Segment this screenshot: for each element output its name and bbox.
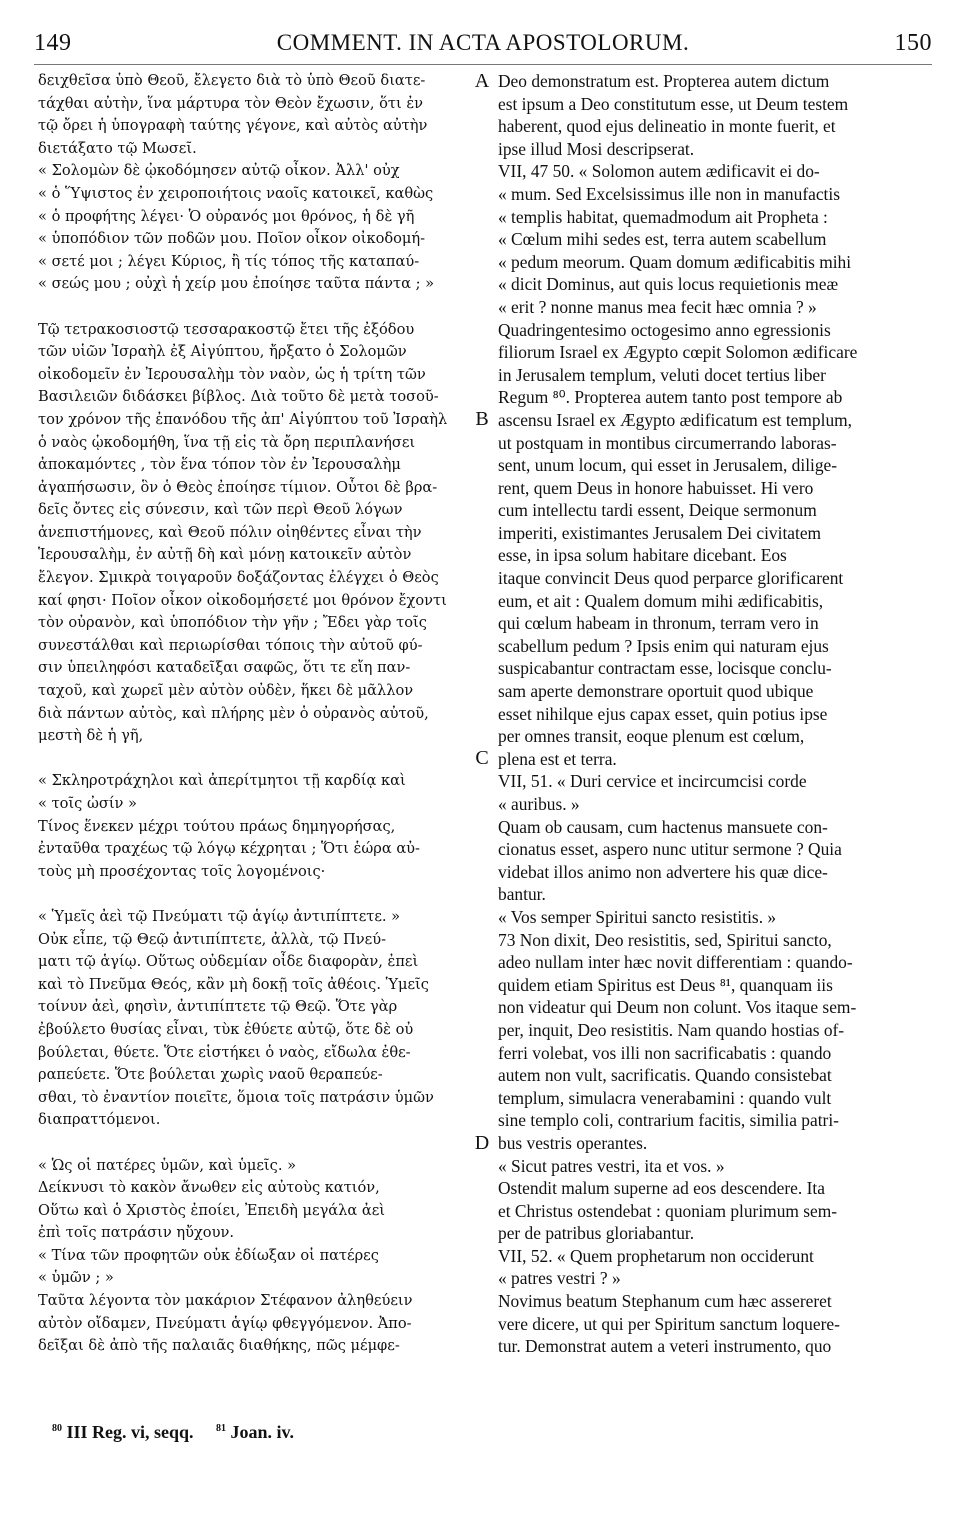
greek-text-line: ἀνεπιστήμονες, καὶ Θεοῦ πόλιν οἰηθέντες εἶναι τὴν	[38, 523, 422, 541]
latin-text-line: ipse illud Mosi descripserat.	[498, 138, 695, 159]
footnotes	[52, 1422, 312, 1443]
latin-text-line: « Vos semper Spiritui sancto resistitis. »	[498, 906, 777, 927]
header-rule	[34, 64, 932, 65]
latin-text-line: cionatus esset, aspero nunc utitur sermone ? Quia	[498, 839, 842, 860]
greek-text-line: « ὁ Ὕψιστος ἐν χειροποιήτοις ναοῖς κατοικεῖ, καθὼς	[38, 184, 434, 202]
latin-text-line: ascensu Israel ex Ægypto ædificatum est templum,	[498, 409, 853, 430]
blank-line	[38, 296, 478, 319]
latin-text-line: « templis habitat, quemadmodum ait Propheta :	[498, 206, 828, 227]
greek-text-line: ἀγαπήσωσιν, ὃν ὁ Θεὸς ἐποίησε τίμιον. Οὗτοι δὲ βρα-	[38, 478, 438, 496]
running-header	[34, 30, 932, 64]
latin-text-line: itaque convincit Deus quod perparce glorificarent	[498, 568, 844, 589]
greek-text-line: Βασιλειῶν διδάσκει βίβλος. Διὰ τοῦτο δὲ μετὰ τοσοῦ-	[38, 388, 439, 406]
latin-text-line: et Christus ostendebat : quoniam plurimum sem-	[498, 1200, 838, 1221]
greek-text-line: Οὕτω καὶ ὁ Χριστὸς ἐποίει, Ἐπειδὴ μεγάλα ἀεὶ	[38, 1201, 386, 1219]
greek-text-line: τοὺς μὴ προσέχοντας τοῖς λογομένοις·	[38, 862, 326, 880]
latin-text-line: suspicabantur contractam esse, locisque conclu-	[498, 658, 832, 679]
latin-text-line: haberent, quod ejus delineatio in monte fuerit, et	[498, 116, 836, 137]
greek-text-line: « Σκληροτράχηλοι καὶ ἀπερίτμητοι τῇ καρδίᾳ καὶ	[38, 772, 406, 790]
greek-text-line: Δείκνυσι τὸ κακὸν ἄνωθεν εἰς αὐτοὺς κατιόν,	[38, 1179, 380, 1197]
greek-text-line: δειχθεῖσα ὑπὸ Θεοῦ, ἔλεγετο διὰ τὸ ὑπὸ Θεοῦ διατε-	[38, 72, 426, 89]
greek-text-line: ἀποκαμόντες , τὸν ἕνα τόπον τὸν ἐν Ἰερουσαλὴμ	[38, 456, 401, 474]
greek-text-line: τὸν οὐρανὸν, καὶ ὑποπόδιον τὴν γῆν ; Ἔδει γὰρ τοῖς	[38, 614, 427, 632]
latin-text-line: cum intellectu tardi essent, Deique sermonum	[498, 500, 817, 521]
latin-text-line: ut postquam in montibus circumerrando laboras-	[498, 432, 837, 453]
greek-text-line: « ὁ προφήτης λέγει· Ὁ οὐρανός μοι θρόνος, ἡ δὲ γῆ	[38, 207, 415, 225]
latin-text-line: vere dicere, ut qui per Spiritum sanctum loquere-	[498, 1313, 840, 1334]
latin-text-line: autem non vult, sacrificatis. Quando consistebat	[498, 1065, 832, 1086]
greek-text-line: « σεώς μου ; οὐχὶ ἡ χείρ μου ἐποίησε ταῦτα πάντα ; »	[38, 275, 435, 293]
greek-text-line: Τίνος ἕνεκεν μέχρι τούτου πράως δημηγορήσας,	[38, 817, 396, 835]
latin-text-line: Deo demonstratum est. Propterea autem dictum	[498, 71, 830, 91]
latin-text-line: imperiti, existimantes Jerusalem Dei civitatem	[498, 522, 822, 543]
greek-text-line: ἐπὶ τοῖς πατράσιν ηὔχουν.	[38, 1224, 234, 1242]
greek-text-line: διὰ πάντων αὐτὸς, καὶ πλήρης μὲν ὁ οὐρανὸς αὐτοῦ,	[38, 704, 429, 722]
greek-text-line: καὶ τὸ Πνεῦμα Θεός, κἂν μὴ δοκῇ τοῖς ἀθέοις. Ὑμεῖς	[38, 975, 429, 993]
greek-text-line: « Ὑμεῖς ἀεὶ τῷ Πνεύματι τῷ ἁγίῳ ἀντιπίπτετε. »	[38, 907, 401, 925]
marker-b: B	[475, 408, 489, 430]
greek-text-line: ἐνταῦθα τραχέως τῷ λόγῳ κέχρηται ; Ὅτι ἑώρα αὐ-	[38, 840, 420, 858]
greek-text-line: τον χρόνον τῆς ἐπανόδου τῆς ἀπ' Αἰγύπτου τοῦ Ἰσραὴλ	[38, 410, 448, 428]
latin-text-line: Quadringentesimo octogesimo anno egressionis	[498, 319, 831, 340]
latin-text-line: ferri volebat, vos illi non sacrificabatis : quando	[498, 1042, 832, 1063]
latin-text-line: Regum ⁸⁰. Propterea autem tanto post tempore ab	[498, 387, 843, 408]
greek-text-line: οἰκοδομεῖν ἐν Ἰερουσαλὴμ τὸν ναὸν, ὡς ἡ τρίτη τῶν	[38, 365, 426, 383]
greek-text-line: τοίνυν ἀεὶ, φησὶν, ἀντιπίπτετε τῷ Θεῷ. Ὅτε γὰρ	[38, 998, 398, 1016]
latin-text-line: Ostendit malum superne ad eos descendere. Ita	[498, 1178, 825, 1199]
latin-text-line: sent, unum locum, qui esset in Jerusalem, dilige-	[498, 455, 838, 476]
greek-text-line: δεῖς ὄντες εἰς σύνεσιν, καὶ τῶν περὶ Θεοῦ λόγων	[38, 501, 403, 519]
greek-text-line: βούλεται, θύετε. Ὅτε εἱστήκει ὁ ναὸς, εἴδωλα ἐθε-	[38, 1043, 411, 1061]
latin-text-line: videbat illos animo non advertere his quæ dice-	[498, 861, 828, 882]
greek-text-line: « Τίνα τῶν προφητῶν οὐκ ἐδίωξαν οἱ πατέρες	[38, 1246, 379, 1264]
latin-text-line: « auribus. »	[498, 794, 580, 814]
footnote-80: $^{80}$ III Reg. vi, seqq.	[52, 1422, 194, 1442]
latin-text-line: plena est et terra.	[498, 748, 617, 769]
greek-text-line: καί φησι· Ποῖον οἶκον οἰκοδομήσετέ μοι θρόνον ἔχοντι	[38, 591, 447, 609]
greek-text-line: « ὑμῶν ; »	[38, 1269, 114, 1287]
blank-line	[38, 1132, 478, 1155]
greek-text-line: μεστὴ δὲ ἡ γῆ,	[38, 727, 144, 745]
page-number-left: 149	[34, 30, 72, 56]
page-number-right: 150	[894, 30, 932, 56]
greek-text-line: αὐτὸν οἴδαμεν, Πνεύματι ἁγίῳ φθεγγόμενον. Ἀπο-	[38, 1314, 412, 1332]
greek-text-line: ραπεύετε. Ὅτε βούλεται χωρὶς ναοῦ θεραπεύε-	[38, 1066, 383, 1084]
latin-text-line: esse, in ipsa solum habitare dicebant. Eos	[498, 545, 787, 566]
latin-text-line: sam aperte demonstrare oportuit quod ubique	[498, 681, 814, 702]
latin-text-line: bantur.	[498, 884, 546, 905]
latin-text-line: scabellum pedum ? Ipsis enim qui naturam ejus	[498, 635, 829, 656]
latin-text-line: « pedum meorum. Quam domum ædificabitis mihi	[498, 251, 852, 272]
latin-text-line: « patres vestri ? »	[498, 1268, 621, 1289]
greek-text-line: Ἱερουσαλὴμ, ἐν αὐτῇ δὴ καὶ μόνῃ κατοικεῖν αὐτὸν	[38, 546, 412, 564]
greek-text-line: « σετέ μοι ; λέγει Κύριος, ἢ τίς τόπος τῆς καταπαύ-	[38, 252, 420, 270]
greek-text-line: διετάξατο τῷ Μωσεῖ.	[38, 139, 197, 157]
greek-text-line: τάχθαι αὐτὴν, ἵνα μάρτυρα τὸν Θεὸν ἔχωσιν, ὅτι ἐν	[38, 94, 424, 112]
greek-text-line: « τοῖς ὠσίν »	[38, 795, 137, 812]
latin-text-line: per de patribus gloriabantur.	[498, 1223, 695, 1244]
greek-text-line: σιν ὑπειληφόσι καταδεῖξαι σαφῶς, ὅτι τε εἴη παν-	[38, 659, 411, 677]
latin-text-line: 73 Non dixit, Deo resistitis, sed, Spiritui sancto,	[498, 929, 832, 950]
latin-text-line: sine templo coli, contrarium facitis, similia patri-	[498, 1110, 839, 1131]
latin-text-line: non videatur qui Deum non colunt. Vos itaque sem-	[498, 997, 857, 1018]
latin-text-line: « dicit Dominus, aut quis locus requietionis meæ	[498, 274, 839, 295]
latin-text-line: quidem etiam Spiritus est Deus ⁸¹, quanquam iis	[498, 974, 833, 995]
greek-column	[38, 70, 478, 1358]
greek-text-line: Ταῦτα λέγοντα τὸν μακάριον Στέφανον ἀληθεύειν	[38, 1292, 413, 1310]
greek-text-line: ὁ ναὸς ᾠκοδομήθη, ἵνα τῇ εἰς τὰ ὄρη περιπλανήσει	[38, 433, 416, 451]
latin-text-line: VII, 51. « Duri cervice et incircumcisi corde	[498, 771, 807, 792]
latin-text-line: esset nihilque ejus capax esset, quin potius ipse	[498, 703, 828, 724]
greek-text-line: ἔλεγον. Σμικρὰ τοιγαροῦν δοξάζοντας ἐλέγχει ὁ Θεὸς	[38, 569, 439, 587]
greek-text-line: ἐβούλετο θυσίας εἶναι, τὺκ ἐθύετε αὐτῷ, ὅτε δὲ οὐ	[38, 1020, 414, 1038]
latin-text-line: « mum. Sed Excelsissimus ille non in manufactis	[498, 183, 840, 204]
latin-text-line: filiorum Israel ex Ægypto cœpit Solomon ædificare	[498, 342, 858, 363]
latin-text-line: eum, et ait : Qualem domum mihi ædificabitis,	[498, 590, 824, 611]
latin-text-line: « erit ? nonne manus mea fecit hæc omnia ? »	[498, 296, 817, 317]
latin-text-line: qui cœlum habeam in thronum, terram vero in	[498, 613, 819, 634]
latin-text-line: tur. Demonstrat autem a veteri instrumento, quo	[498, 1336, 832, 1357]
greek-text-line: διαπραττόμενοι.	[38, 1111, 161, 1129]
latin-text-line: per, inquit, Deo resistitis. Nam quando hostias of-	[498, 1019, 845, 1040]
greek-text-line: Τῷ τετρακοσιοστῷ τεσσαρακοστῷ ἔτει τῆς ἐξόδου	[38, 320, 415, 338]
latin-text-line: in Jerusalem templum, veluti docet tertius liber	[498, 364, 826, 385]
footnote-81: $^{81}$ Joan. iv.	[216, 1422, 295, 1442]
marker-a: A	[474, 70, 490, 92]
latin-text-line: VII, 47 50. « Solomon autem ædificavit ei do-	[498, 161, 820, 182]
greek-text-line: « Ὡς οἱ πατέρες ὑμῶν, καὶ ὑμεῖς. »	[38, 1156, 297, 1174]
greek-text-line: « Σολομὼν δὲ ᾠκοδόμησεν αὐτῷ οἶκον. Ἀλλ' οὐχ	[38, 162, 400, 180]
running-title: COMMENT. IN ACTA APOSTOLORUM.	[276, 30, 690, 55]
latin-text-line: per omnes transit, eoque plenum est cœlum,	[498, 726, 805, 747]
latin-text-line: est ipsum a Deo constitutum esse, ut Deum testem	[498, 93, 849, 114]
greek-text-line: ματι τῷ ἁγίῳ. Οὕτως οὐδεμίαν οἶδε διαφορὰν, ἐπεὶ	[38, 953, 419, 971]
greek-text-line: σθαι, τὸ ἐναντίον ποιεῖτε, ὅμοια τοῖς πατράσιν ὑμῶν	[38, 1088, 434, 1106]
latin-text-line: rent, quem Deus in honore habuisset. Hi vero	[498, 477, 814, 498]
greek-text-line: δεῖξαι δὲ ἀπὸ τῆς παλαιᾶς διαθήκης, πῶς μέμφε-	[38, 1337, 400, 1355]
greek-text-line: « ὑποπόδιον τῶν ποδῶν μου. Ποῖον οἶκον οἰκοδομή-	[38, 230, 426, 248]
latin-text-line: « Sicut patres vestri, ita et vos. »	[498, 1155, 725, 1176]
latin-text-line: bus vestris operantes.	[498, 1132, 648, 1153]
latin-text-line: Quam ob causam, cum hactenus mansuete con-	[498, 816, 828, 837]
marker-d: D	[474, 1132, 490, 1154]
latin-column	[498, 70, 930, 1358]
greek-text-line: συνεστάλθαι καὶ περιωρίσθαι τόποις τὴν αὐτοῦ φύ-	[38, 636, 423, 654]
greek-text-line: Οὐκ εἶπε, τῷ Θεῷ ἀντιπίπτετε, ἀλλὰ, τῷ Πνεύ-	[38, 930, 387, 948]
blank-line	[38, 883, 478, 906]
marker-c: C	[475, 747, 489, 769]
latin-text-line: VII, 52. « Quem prophetarum non occiderunt	[498, 1245, 814, 1266]
latin-text-line: « Cœlum mihi sedes est, terra autem scabellum	[498, 229, 827, 250]
latin-text-line: templum, simulacra venerabamini : quando vult	[498, 1087, 832, 1108]
greek-text-line: τῶν υἱῶν Ἰσραὴλ ἐξ Αἰγύπτου, ἤρξατο ὁ Σολομῶν	[38, 343, 407, 361]
greek-text-line: ταχοῦ, καὶ χωρεῖ μὲν αὐτὸν οὐδὲν, ἥκει δὲ μᾶλλον	[38, 682, 414, 700]
latin-text-line: adeo nullam inter hæc novit differentiam : quando-	[498, 952, 853, 973]
latin-text-line: Novimus beatum Stephanum cum hæc assereret	[498, 1291, 832, 1312]
greek-text-line: τῷ ὄρει ἡ ὑπογραφὴ ταύτης γέγονε, καὶ αὐτὸς αὐτὴν	[38, 117, 428, 135]
blank-line	[38, 748, 478, 771]
